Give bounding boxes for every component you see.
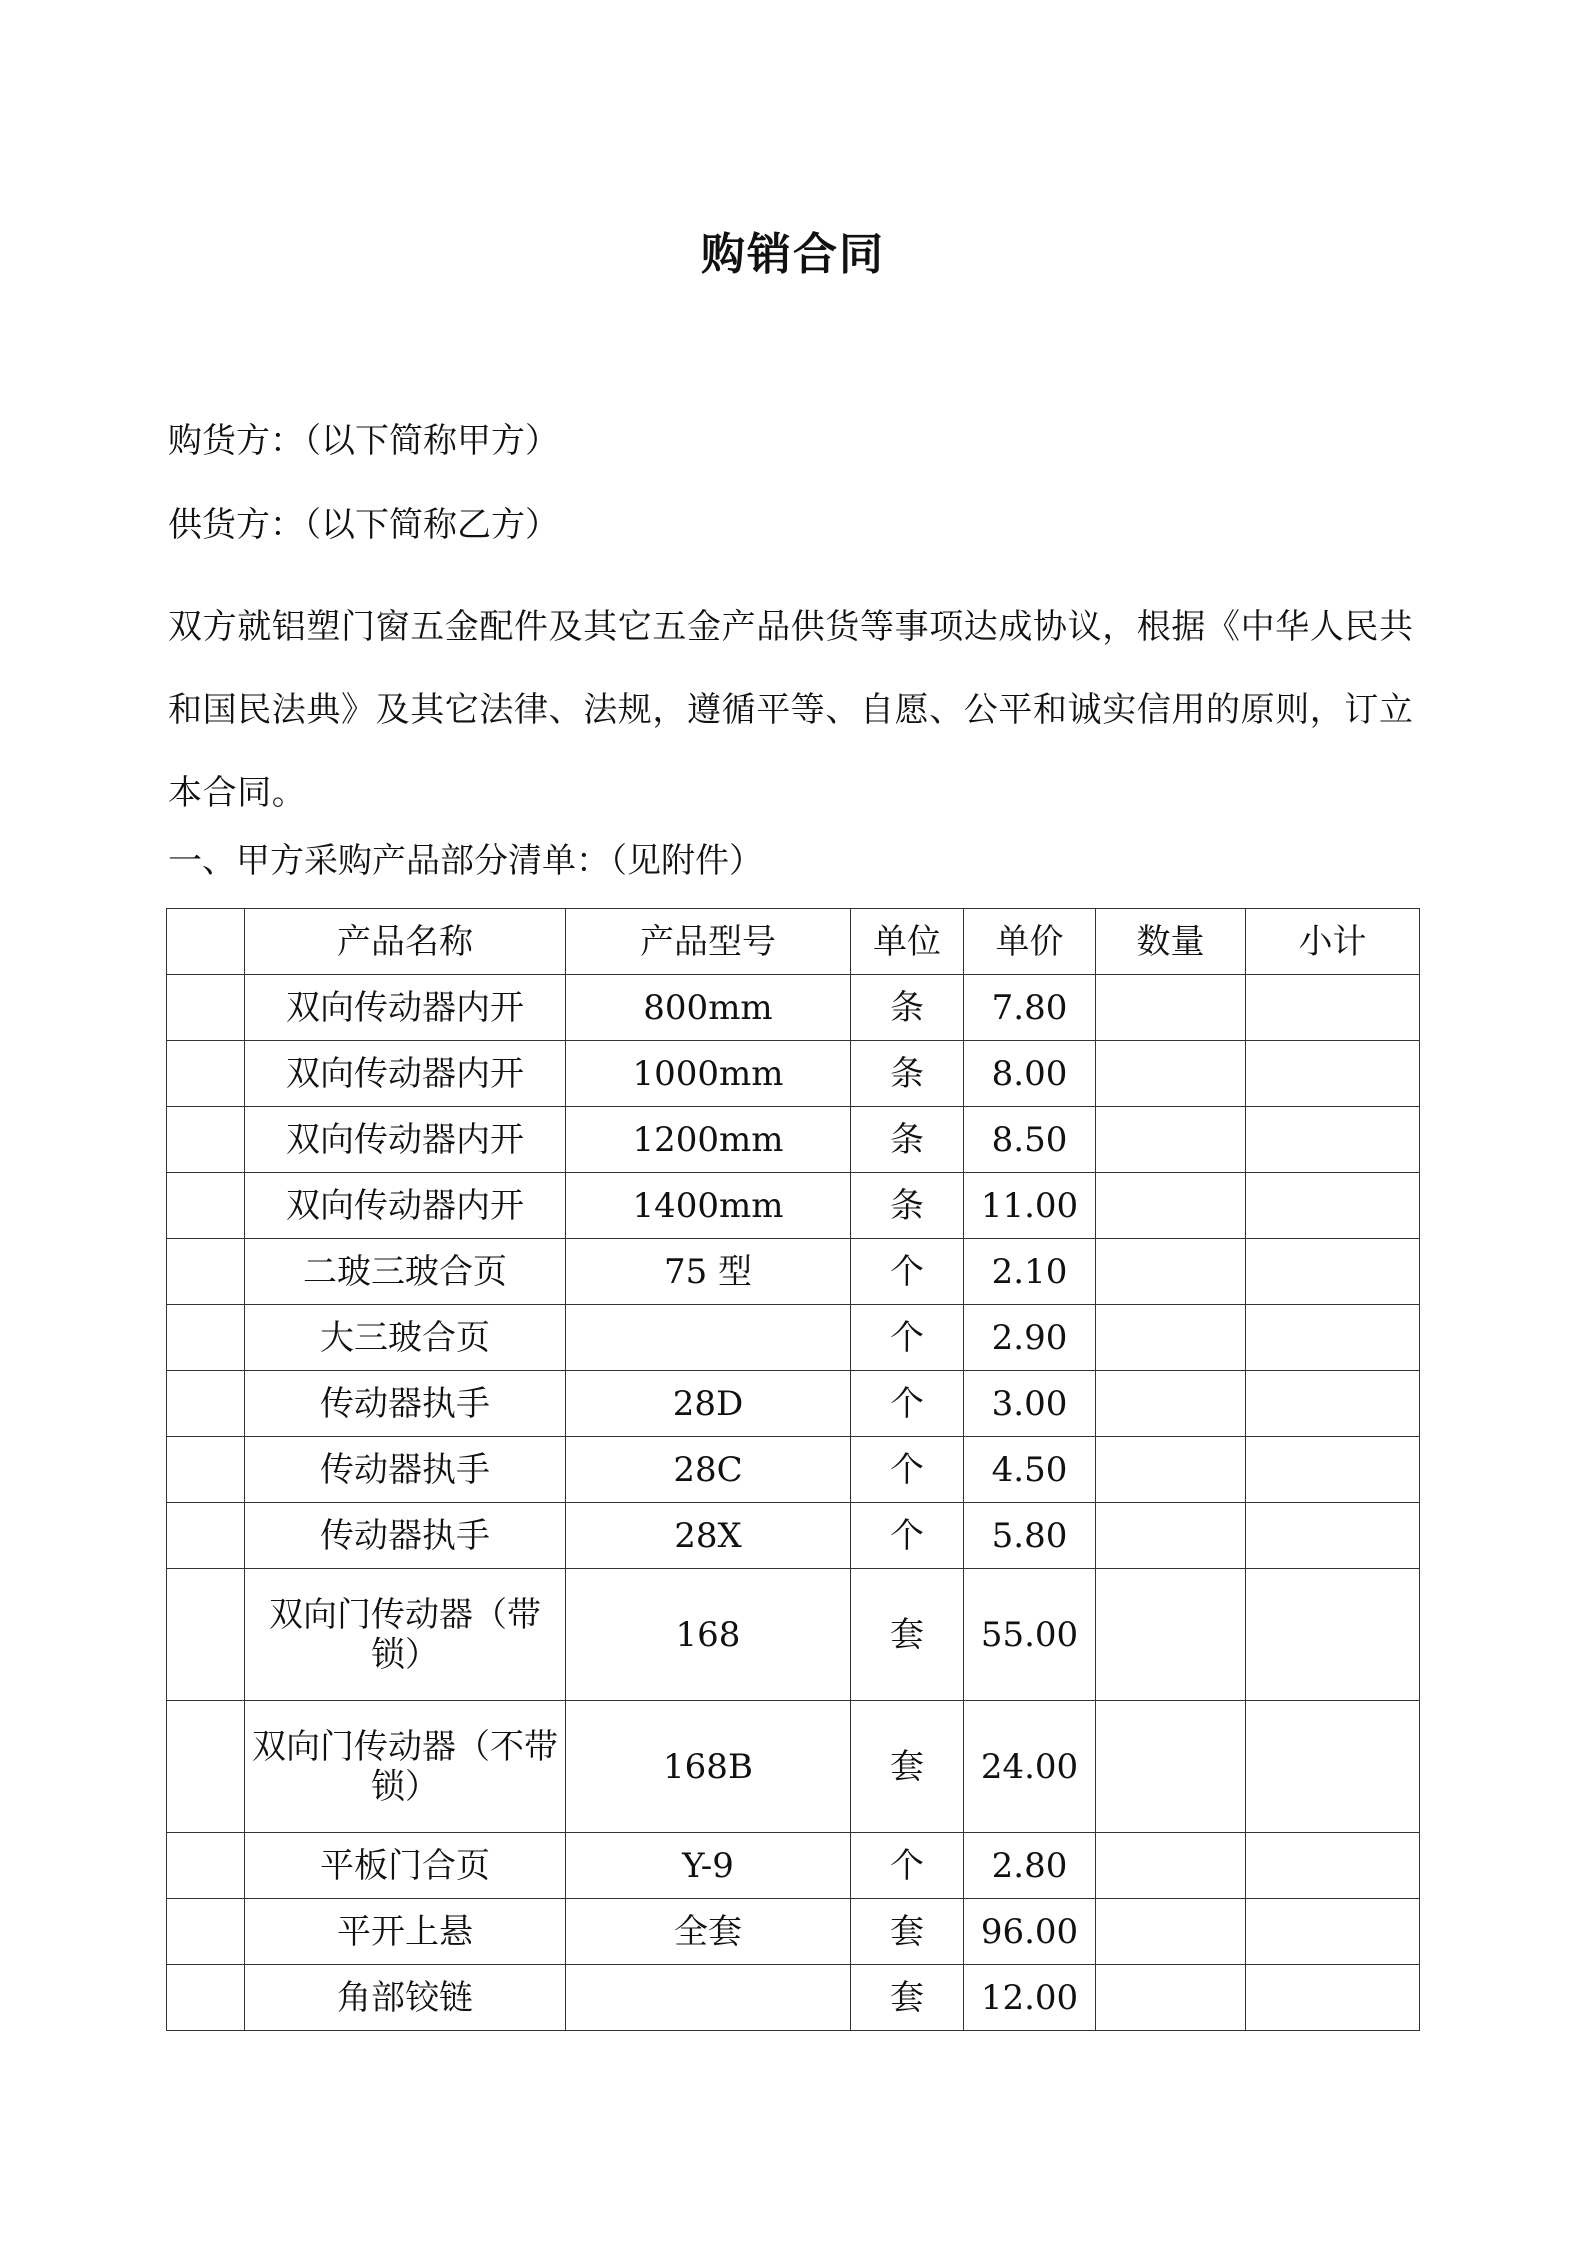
cell-subtotal [1246,1107,1420,1173]
cell-unit: 个 [851,1503,964,1569]
cell-index [167,1305,245,1371]
cell-name: 双向门传动器（不带锁） [245,1701,566,1833]
cell-subtotal [1246,1371,1420,1437]
product-table [166,908,1420,2031]
cell-model: 168B [566,1701,851,1833]
cell-index [167,1371,245,1437]
cell-name: 双向传动器内开 [245,1041,566,1107]
cell-model: Y-9 [566,1833,851,1899]
cell-model: 168 [566,1569,851,1701]
cell-unit: 个 [851,1437,964,1503]
cell-subtotal [1246,975,1420,1041]
cell-index [167,1239,245,1305]
cell-price: 8.50 [964,1107,1096,1173]
table-row [167,1437,1420,1503]
cell-subtotal [1246,1173,1420,1239]
table-row [167,1569,1420,1701]
cell-index [167,1503,245,1569]
cell-qty [1096,1371,1246,1437]
cell-qty [1096,1305,1246,1371]
section-heading: 一、甲方采购产品部分清单：（见附件） [168,841,763,881]
cell-model [566,1305,851,1371]
cell-price: 2.80 [964,1833,1096,1899]
cell-unit: 个 [851,1833,964,1899]
table-row [167,1173,1420,1239]
cell-qty [1096,1965,1246,2031]
cell-model: 800mm [566,975,851,1041]
cell-unit: 个 [851,1371,964,1437]
cell-index [167,975,245,1041]
cell-qty [1096,1107,1246,1173]
cell-price: 24.00 [964,1701,1096,1833]
cell-subtotal [1246,1239,1420,1305]
cell-subtotal [1246,1569,1420,1701]
cell-model: 1000mm [566,1041,851,1107]
buyer-line: 购货方：（以下简称甲方） [168,421,559,461]
cell-name: 传动器执手 [245,1503,566,1569]
table-row [167,1899,1420,1965]
cell-unit: 套 [851,1701,964,1833]
cell-unit: 条 [851,1107,964,1173]
cell-subtotal [1246,1305,1420,1371]
cell-price: 96.00 [964,1899,1096,1965]
cell-subtotal [1246,1833,1420,1899]
cell-price: 2.90 [964,1305,1096,1371]
cell-price: 8.00 [964,1041,1096,1107]
cell-qty [1096,1437,1246,1503]
cell-qty [1096,975,1246,1041]
cell-index [167,1965,245,2031]
header-unit: 单位 [851,909,964,975]
cell-qty [1096,1899,1246,1965]
cell-price: 3.00 [964,1371,1096,1437]
header-index [167,909,245,975]
page-title: 购销合同 [701,229,885,280]
table-body [167,975,1420,2031]
cell-subtotal [1246,1041,1420,1107]
table-row [167,1965,1420,2031]
cell-model: 75 型 [566,1239,851,1305]
cell-price: 11.00 [964,1173,1096,1239]
cell-subtotal [1246,1437,1420,1503]
cell-index [167,1701,245,1833]
cell-price: 55.00 [964,1569,1096,1701]
cell-model: 28C [566,1437,851,1503]
cell-index [167,1899,245,1965]
cell-index [167,1437,245,1503]
cell-qty [1096,1833,1246,1899]
table-row [167,1305,1420,1371]
table-row [167,1371,1420,1437]
cell-name: 传动器执手 [245,1437,566,1503]
table-row [167,1503,1420,1569]
cell-price: 12.00 [964,1965,1096,2031]
table-row [167,1701,1420,1833]
header-subtotal: 小计 [1246,909,1420,975]
intro-paragraph: 双方就铝塑门窗五金配件及其它五金产品供货等事项达成协议，根据《中华人民共和国民法典》及其它法律、法规，遵循平等、自愿、公平和诚实信用的原则，订立本合同。 [168,607,1414,813]
cell-price: 2.10 [964,1239,1096,1305]
cell-price: 4.50 [964,1437,1096,1503]
cell-name: 传动器执手 [245,1371,566,1437]
cell-name: 双向门传动器（带锁） [245,1569,566,1701]
table-row [167,1239,1420,1305]
supplier-line: 供货方：（以下简称乙方） [168,505,559,545]
table-row [167,1107,1420,1173]
cell-name: 平板门合页 [245,1833,566,1899]
cell-name: 双向传动器内开 [245,975,566,1041]
cell-unit: 个 [851,1305,964,1371]
cell-unit: 套 [851,1965,964,2031]
cell-subtotal [1246,1965,1420,2031]
cell-model: 28D [566,1371,851,1437]
header-name: 产品名称 [245,909,566,975]
cell-index [167,1569,245,1701]
cell-index [167,1173,245,1239]
cell-model: 1400mm [566,1173,851,1239]
table-row [167,1833,1420,1899]
cell-subtotal [1246,1701,1420,1833]
cell-subtotal [1246,1899,1420,1965]
cell-unit: 条 [851,1041,964,1107]
cell-qty [1096,1503,1246,1569]
cell-subtotal [1246,1503,1420,1569]
cell-unit: 条 [851,975,964,1041]
header-price: 单价 [964,909,1096,975]
cell-name: 双向传动器内开 [245,1107,566,1173]
cell-unit: 套 [851,1569,964,1701]
cell-unit: 套 [851,1899,964,1965]
cell-qty [1096,1701,1246,1833]
cell-unit: 条 [851,1173,964,1239]
cell-name: 平开上悬 [245,1899,566,1965]
cell-qty [1096,1569,1246,1701]
cell-model: 全套 [566,1899,851,1965]
cell-price: 7.80 [964,975,1096,1041]
cell-name: 角部铰链 [245,1965,566,2031]
cell-name: 二玻三玻合页 [245,1239,566,1305]
cell-qty [1096,1041,1246,1107]
cell-model: 1200mm [566,1107,851,1173]
table-header-row [167,909,1420,975]
cell-qty [1096,1239,1246,1305]
cell-name: 双向传动器内开 [245,1173,566,1239]
cell-unit: 个 [851,1239,964,1305]
cell-price: 5.80 [964,1503,1096,1569]
table-row [167,975,1420,1041]
cell-index [167,1833,245,1899]
cell-index [167,1107,245,1173]
cell-model: 28X [566,1503,851,1569]
cell-name: 大三玻合页 [245,1305,566,1371]
table-row [167,1041,1420,1107]
header-model: 产品型号 [566,909,851,975]
cell-index [167,1041,245,1107]
cell-model [566,1965,851,2031]
header-qty: 数量 [1096,909,1246,975]
cell-qty [1096,1173,1246,1239]
